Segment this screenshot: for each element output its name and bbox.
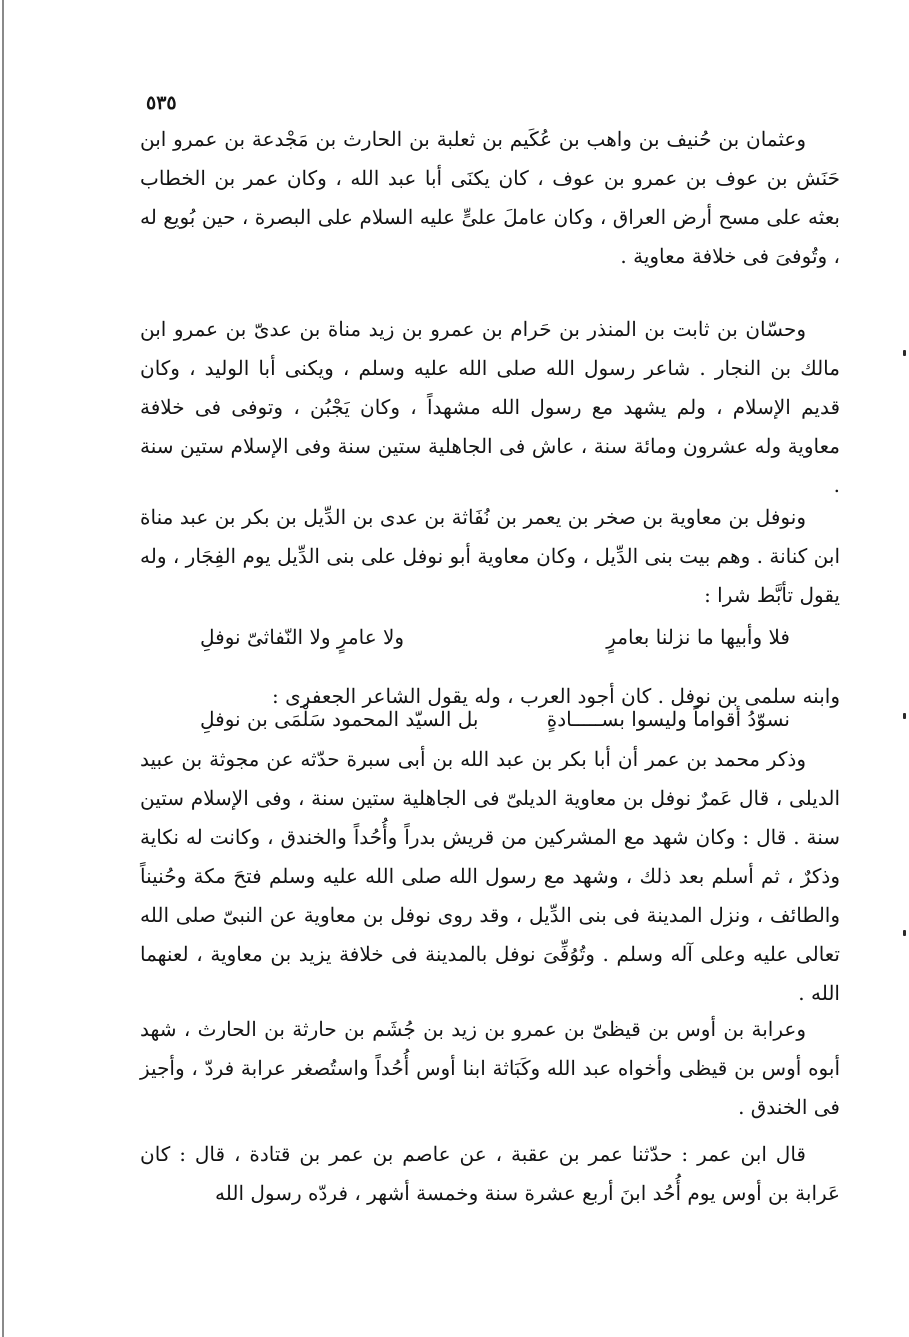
paragraph-nawfal: ونوفل بن معاوية بن صخر بن يعمر بن نُفَاثة بن عدى بن الدِّيل بن بكر بن عبد مناة ابن كنانة . وهم بيت بنى الدِّيل ، وكان معاوية أبو نوفل على بنى الدِّيل يوم الفِجَار ، وله يقول تأبَّط شرا :: [140, 505, 840, 607]
margin-mark: [903, 350, 906, 356]
paragraph-muhammad-ibn-umar: وذكر محمد بن عمر أن أبا بكر بن عبد الله بن أبى سبرة حدّثه عن مجوثة بن عبيد الديلى ، قال عَمرٌ نوفل بن معاوية الديلىّ فى الجاهلية ستين سنة ، وفى الإسلام ستين سنة . قال : وكان شهد مع المشركين من قريش بدراً وأُحُداً والخندق ، وكانت له نكاية وذكرٌ ، ثم أسلم بعد ذلك ، وشهد مع رسول الله صلى الله عليه وسلم فتحَ مكة وحُنيناً والطائف ، ونزل المدينة فى بنى الدِّيل ، وقد روى نوفل بن معاوية عن النبىّ صلى الله تعالى عليه وعلى آله وسلم . وتُوُفِّىَ نوفل بالمدينة فى خلافة يزيد بن معاوية ، لعنهما الله .: [140, 747, 840, 1005]
bridge-line-salma: وابنه سلمى بن نوفل . كان أجود العرب ، وله يقول الشاعر الجعفرى :: [272, 684, 840, 708]
page-number: ٥٣٥: [146, 92, 177, 114]
paragraph-ibn-umar: قال ابن عمر : حدّثنا عمر بن عقبة ، عن عاصم بن عمر بن قتادة ، قال : كان عَرابة بن أوس يوم أُحُد ابنَ أربع عشرة سنة وخمسة أشهر ، فردّه رسول الله: [140, 1142, 840, 1205]
verse-1-first-hemistich: فلا وأبيها ما نزلنا بعامرٍ: [606, 625, 790, 649]
verse-1-second-hemistich: ولا عامرٍ ولا النّفاثىّ نوفلِ: [200, 625, 405, 649]
verse-line-2: [200, 700, 790, 739]
margin-mark: [903, 713, 906, 719]
verse-2-first-hemistich: نسوّدُ أقواماً وليسوا بســـــادةٍ: [546, 707, 790, 731]
verse-line-1: [200, 618, 790, 657]
paragraph-uthman: وعثمان بن حُنيف بن واهب بن عُكَيم بن ثعلبة بن الحارث بن مَجْدعة بن عمرو ابن حَنَش بن عوف بن عمرو بن عوف ، كان يكنَى أبا عبد الله ، وكان عمر بن الخطاب بعثه على مسح أرض العراق ، وكان عاملَ علىٍّ عليه السلام على البصرة ، حين بُويع له ، وتُوفىَ فى خلافة معاوية .: [140, 127, 840, 268]
paragraph-hassan: وحسّان بن ثابت بن المنذر بن حَرام بن عمرو بن زيد مناة بن عدىّ بن عمرو ابن مالك بن النجار . شاعر رسول الله صلى الله عليه وسلم ، ويكنى أبا الوليد ، وكان قديم الإسلام ، ولم يشهد مع رسول الله مشهداً ، وكان يَجْبُن ، وتوفى فى خلافة معاوية وله عشرون ومائة سنة ، عاش فى الجاهلية ستين سنة وفى الإسلام ستين سنة .: [140, 317, 840, 497]
page-edge-rule: [2, 0, 4, 1337]
verse-2-second-hemistich: بل السيّد المحمود سَلْمَى بن نوفلِ: [200, 707, 479, 731]
paragraph-uraba: وعرابة بن أوس بن قيظىّ بن عمرو بن زيد بن جُشَم بن حارثة بن الحارث ، شهد أبوه أوس بن قيظى وأخواه عبد الله وكَبَاثة ابنا أوس أُحُداً واستُصغر عرابة فردّ ، وأجيز فى الخندق .: [140, 1017, 840, 1119]
margin-mark: [903, 930, 906, 936]
